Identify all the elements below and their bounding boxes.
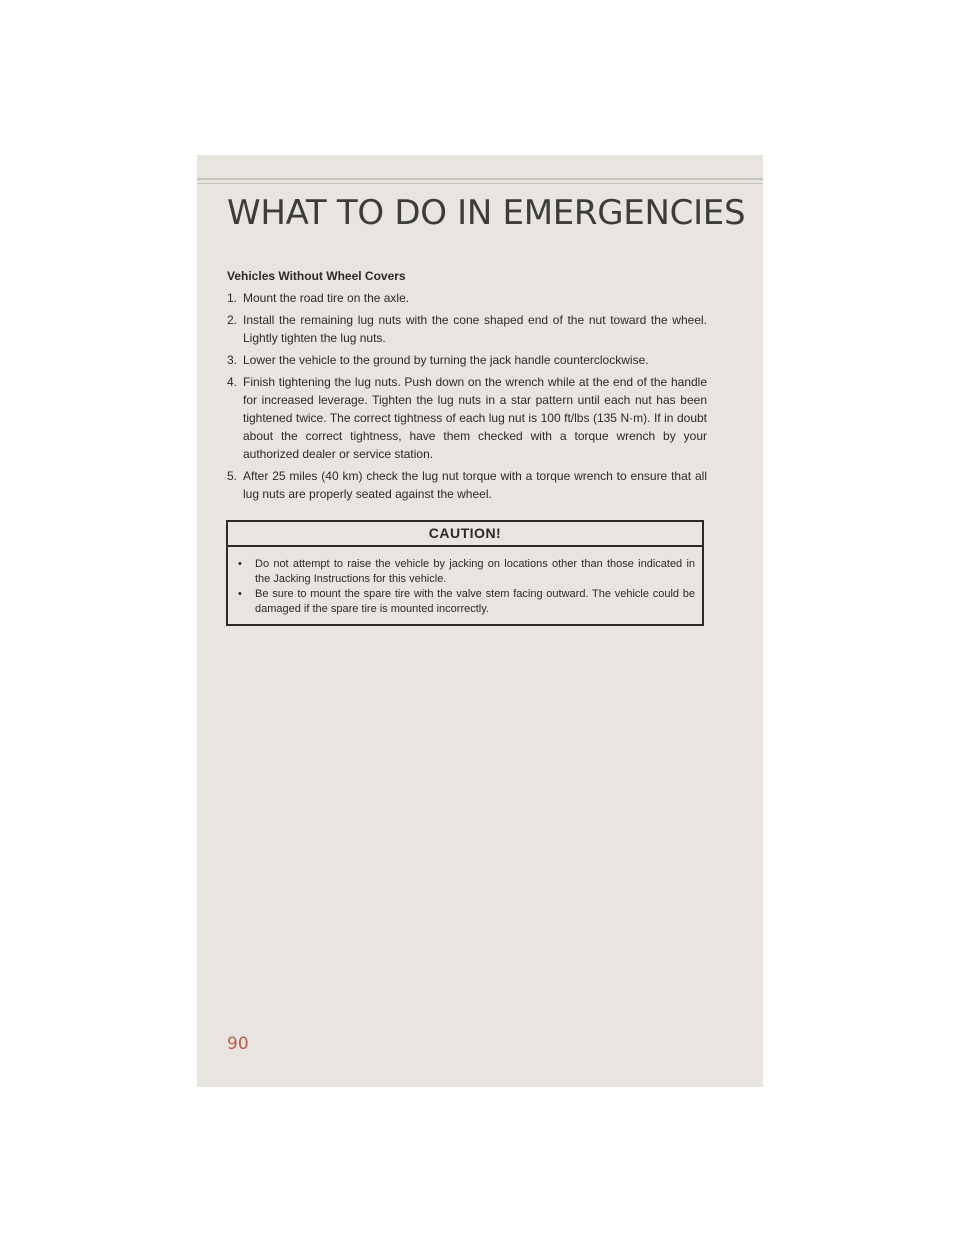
caution-item <box>236 587 695 617</box>
bullet-icon: • <box>238 558 242 570</box>
caution-text: Do not attempt to raise the vehicle by jacking on locations other than those indicated in the Jacking Instructions for this vehicle. <box>255 558 695 585</box>
page-number: 90 <box>227 1034 249 1054</box>
step-item <box>227 289 707 307</box>
caution-list <box>228 547 702 617</box>
header-rule-top <box>197 178 763 180</box>
steps-list <box>227 289 707 503</box>
step-text: Lower the vehicle to the ground by turning the jack handle counterclockwise. <box>243 353 649 367</box>
step-text: Finish tightening the lug nuts. Push down on the wrench while at the end of the handle for increased leverage. Tighten the lug nuts in a star pattern until each nut has been tightened twice. The correct tightness of each lug nut is 100 ft/lbs (135 N·m). If in doubt about the correct tightness, have them checked with a torque wrench by your authorized dealer or service station. <box>243 375 707 461</box>
step-number: 1. <box>227 291 238 305</box>
step-number: 2. <box>227 313 238 327</box>
caution-item <box>236 557 695 587</box>
step-item <box>227 373 707 463</box>
step-item <box>227 351 707 369</box>
step-text: Mount the road tire on the axle. <box>243 291 410 305</box>
section-title: WHAT TO DO IN EMERGENCIES <box>227 193 746 233</box>
step-number: 5. <box>227 469 238 483</box>
caution-title: CAUTION! <box>228 522 702 547</box>
step-item <box>227 311 707 347</box>
caution-box <box>226 520 704 626</box>
header-rule-bottom <box>197 183 763 184</box>
bullet-icon: • <box>238 588 242 600</box>
step-item <box>227 467 707 503</box>
main-content <box>227 267 707 507</box>
caution-text: Be sure to mount the spare tire with the valve stem facing outward. The vehicle could be damaged if the spare tire is mounted incorrectly. <box>255 588 695 615</box>
step-number: 4. <box>227 375 238 389</box>
step-number: 3. <box>227 353 238 367</box>
step-text: Install the remaining lug nuts with the cone shaped end of the nut toward the wheel. Lightly tighten the lug nuts. <box>243 313 707 345</box>
manual-page <box>197 155 763 1087</box>
subheading: Vehicles Without Wheel Covers <box>227 269 406 283</box>
step-text: After 25 miles (40 km) check the lug nut torque with a torque wrench to ensure that all lug nuts are properly seated against the wheel. <box>243 469 707 501</box>
